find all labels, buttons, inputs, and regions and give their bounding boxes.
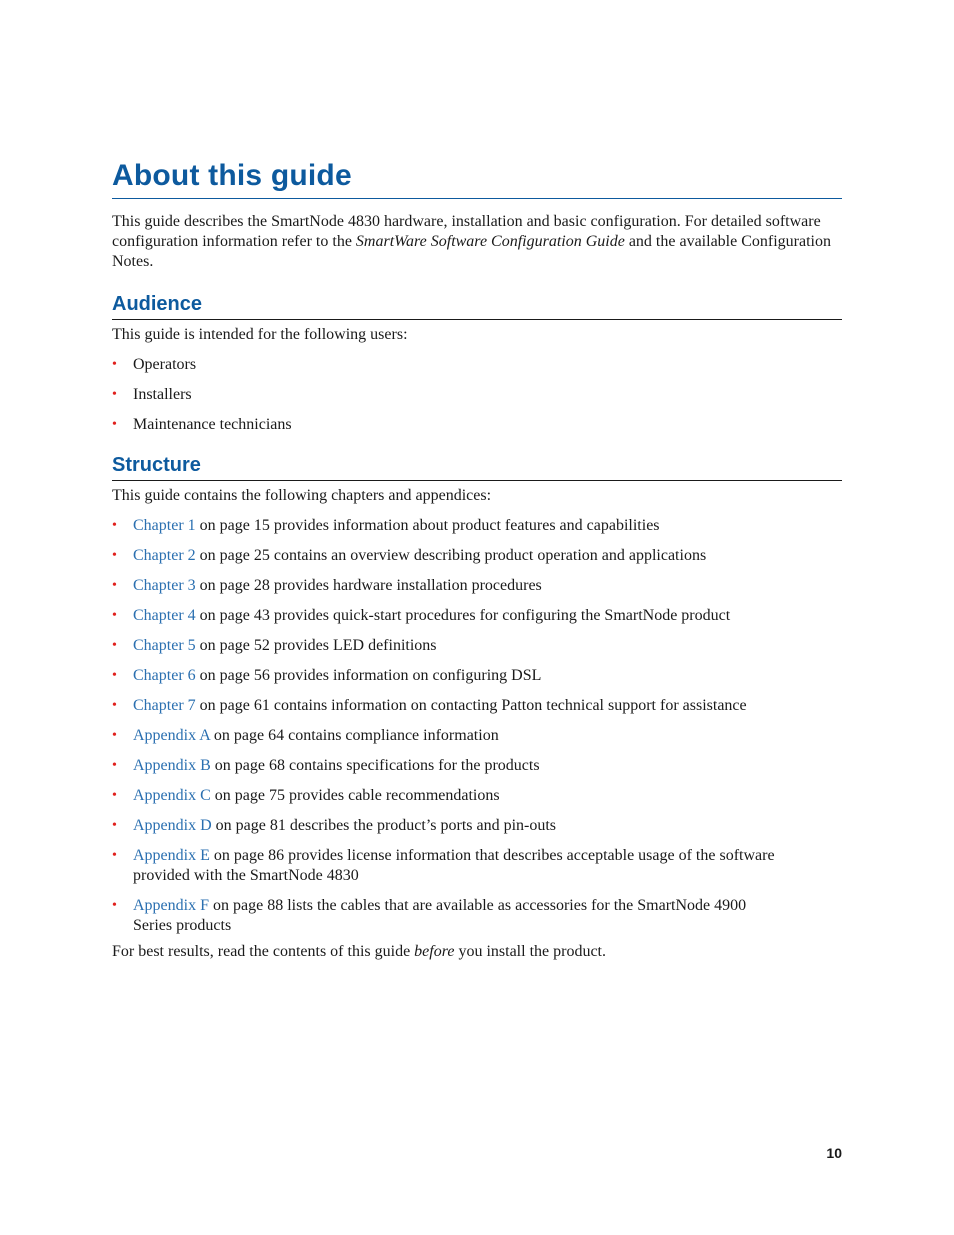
bullet-icon: • (112, 387, 117, 402)
bullet-icon: • (112, 608, 117, 623)
bullet-icon: • (112, 518, 117, 533)
closing-paragraph: For best results, read the contents of this guide before you install the product. (112, 943, 606, 960)
list-item: • Chapter 4 on page 43 provides quick-start procedures for configuring the SmartNode product (112, 607, 731, 624)
bullet-icon: • (112, 548, 117, 563)
bullet-icon: • (112, 728, 117, 743)
bullet-icon: • (112, 818, 117, 833)
list-item: • Chapter 1 on page 15 provides information about product features and capabilities (112, 517, 660, 534)
list-item: • Appendix C on page 75 provides cable recommendations (112, 787, 500, 804)
audience-intro: This guide is intended for the following users: (112, 326, 408, 343)
bullet-icon: • (112, 788, 117, 803)
list-item: • Operators (112, 356, 197, 373)
list-item: • Appendix E on page 86 provides license information that describes acceptable usage of the software provided with the SmartNode 4830 (112, 847, 775, 884)
structure-heading: Structure (112, 452, 842, 481)
bullet-icon: • (112, 357, 117, 372)
bullet-icon: • (112, 758, 117, 773)
audience-list (112, 355, 842, 435)
appendix-e-link[interactable]: Appendix E (133, 847, 210, 864)
appendix-c-link[interactable]: Appendix C (133, 787, 211, 804)
appendix-a-link[interactable]: Appendix A (133, 727, 210, 744)
bullet-icon: • (112, 638, 117, 653)
bullet-icon: • (112, 698, 117, 713)
chapter-5-link[interactable]: Chapter 5 (133, 637, 196, 654)
chapter-3-link[interactable]: Chapter 3 (133, 577, 196, 594)
intro-text-2: and the available Configuration Notes. (112, 233, 831, 270)
chapter-2-link[interactable]: Chapter 2 (133, 547, 196, 564)
intro-paragraph (112, 212, 842, 272)
list-item: • Appendix D on page 81 describes the product’s ports and pin-outs (112, 817, 557, 834)
bullet-icon: • (112, 898, 117, 913)
list-item: • Chapter 5 on page 52 provides LED definitions (112, 637, 437, 654)
list-item: • Appendix B on page 68 contains specifications for the products (112, 757, 540, 774)
bullet-icon: • (112, 578, 117, 593)
appendix-d-link[interactable]: Appendix D (133, 817, 212, 834)
intro-text-1: This guide describes the SmartNode 4830 hardware, installation and basic configuration. For detailed software configuration information refer to the (112, 213, 821, 250)
audience-heading: Audience (112, 291, 842, 320)
page-title: About this guide (112, 156, 842, 199)
bullet-icon: • (112, 417, 117, 432)
bullet-icon: • (112, 668, 117, 683)
list-item: • Appendix F on page 88 lists the cables that are available as accessories for the SmartNode 4900 Series products (112, 897, 747, 934)
list-item: • Chapter 2 on page 25 contains an overview describing product operation and applications (112, 547, 707, 564)
list-item: • Installers (112, 386, 192, 403)
list-item: • Chapter 7 on page 61 contains information on contacting Patton technical support for assistance (112, 697, 747, 714)
appendix-f-link[interactable]: Appendix F (133, 897, 209, 914)
intro-guide-title: SmartWare Software Configuration Guide (355, 233, 625, 250)
appendix-b-link[interactable]: Appendix B (133, 757, 211, 774)
structure-list (112, 516, 842, 936)
chapter-1-link[interactable]: Chapter 1 (133, 517, 196, 534)
chapter-4-link[interactable]: Chapter 4 (133, 607, 196, 624)
chapter-6-link[interactable]: Chapter 6 (133, 667, 196, 684)
list-item: • Chapter 3 on page 28 provides hardware installation procedures (112, 577, 542, 594)
page-number: 10 (826, 1145, 842, 1161)
list-item: • Appendix A on page 64 contains compliance information (112, 727, 499, 744)
structure-intro: This guide contains the following chapters and appendices: (112, 487, 492, 504)
list-item: • Maintenance technicians (112, 416, 292, 433)
chapter-7-link[interactable]: Chapter 7 (133, 697, 196, 714)
bullet-icon: • (112, 848, 117, 863)
list-item: • Chapter 6 on page 56 provides information on configuring DSL (112, 667, 542, 684)
